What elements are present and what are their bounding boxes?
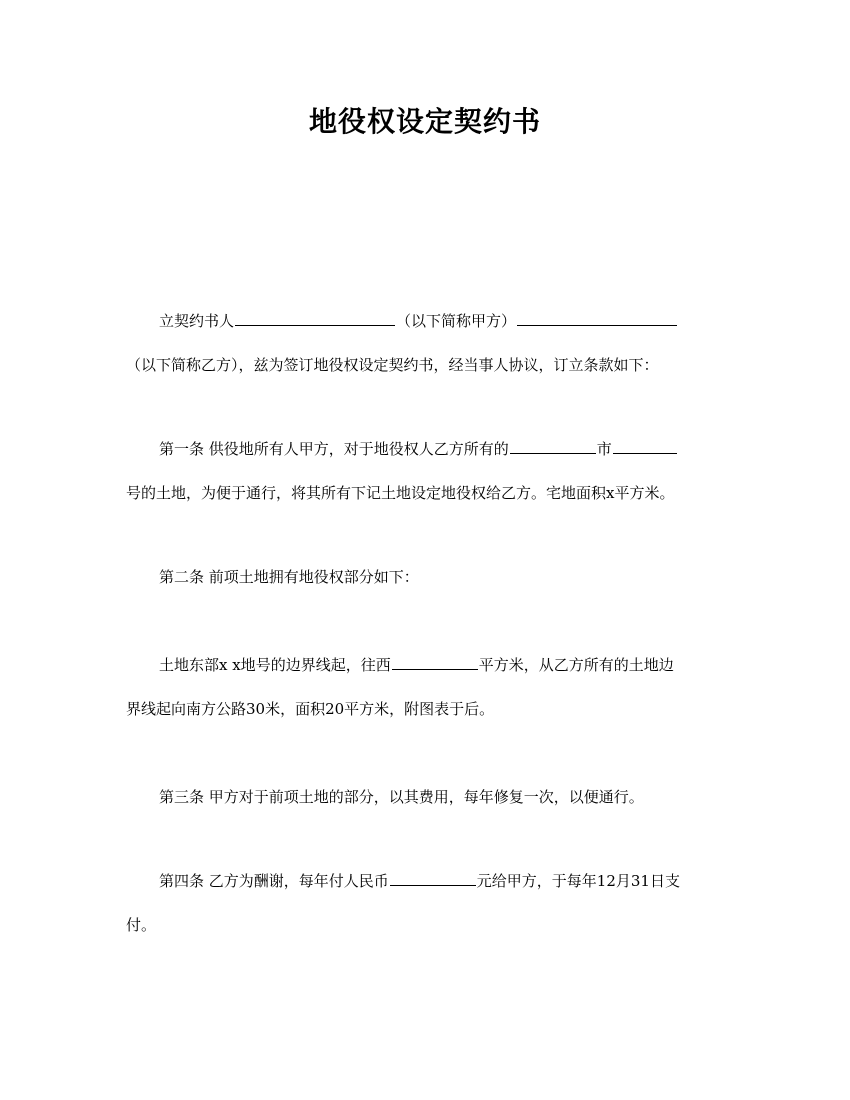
party-b-blank <box>517 310 677 326</box>
article-2-detail-text-a: 土地东部x x地号的边界线起，往西 <box>159 656 391 674</box>
article-1-text-c: 号的土地，为便于通行，将其所有下记土地设定地役权给乙方。宅地面积x平方米。 <box>126 484 675 502</box>
number-blank <box>613 438 677 454</box>
area-blank <box>392 654 478 670</box>
preamble-text-a: 立契约书人 <box>159 312 235 330</box>
article-1-line-1 <box>126 427 726 471</box>
article-1-text-b: 市 <box>596 440 612 458</box>
party-a-blank <box>235 310 395 326</box>
document-title: 地役权设定契约书 <box>308 105 541 138</box>
preamble-line-1 <box>126 299 726 343</box>
article-1-text-a: 第一条 供役地所有人甲方，对于地役权人乙方所有的 <box>159 440 509 458</box>
amount-blank <box>390 870 476 886</box>
article-2-detail-text-c: 界线起向南方公路30米，面积20平方米，附图表于后。 <box>126 700 495 718</box>
article-2-line-1 <box>126 555 726 599</box>
article-4-line-2 <box>126 903 726 947</box>
preamble-text-b: （以下简称甲方） <box>396 312 517 330</box>
article-2-detail-text-b: 平方米，从乙方所有的土地边 <box>478 656 674 674</box>
article-4-text-c: 付。 <box>126 916 157 934</box>
article-2-text: 第二条 前项土地拥有地役权部分如下： <box>159 568 419 586</box>
article-1-line-2 <box>126 471 726 515</box>
city-blank <box>510 438 596 454</box>
article-2-detail-line-2 <box>126 687 726 731</box>
article-4-text-b: 元给甲方，于每年12月31日支 <box>476 872 680 890</box>
article-3-line-1 <box>126 775 726 819</box>
article-2-detail-line-1 <box>126 643 726 687</box>
preamble-line-2 <box>126 343 726 387</box>
article-3-text: 第三条 甲方对于前项土地的部分，以其费用，每年修复一次，以便通行。 <box>159 788 644 806</box>
article-4-text-a: 第四条 乙方为酬谢，每年付人民币 <box>159 872 389 890</box>
article-4-line-1 <box>126 859 726 903</box>
preamble-text-c: （以下简称乙方），兹为签订地役权设定契约书，经当事人协议，订立条款如下： <box>126 356 659 374</box>
